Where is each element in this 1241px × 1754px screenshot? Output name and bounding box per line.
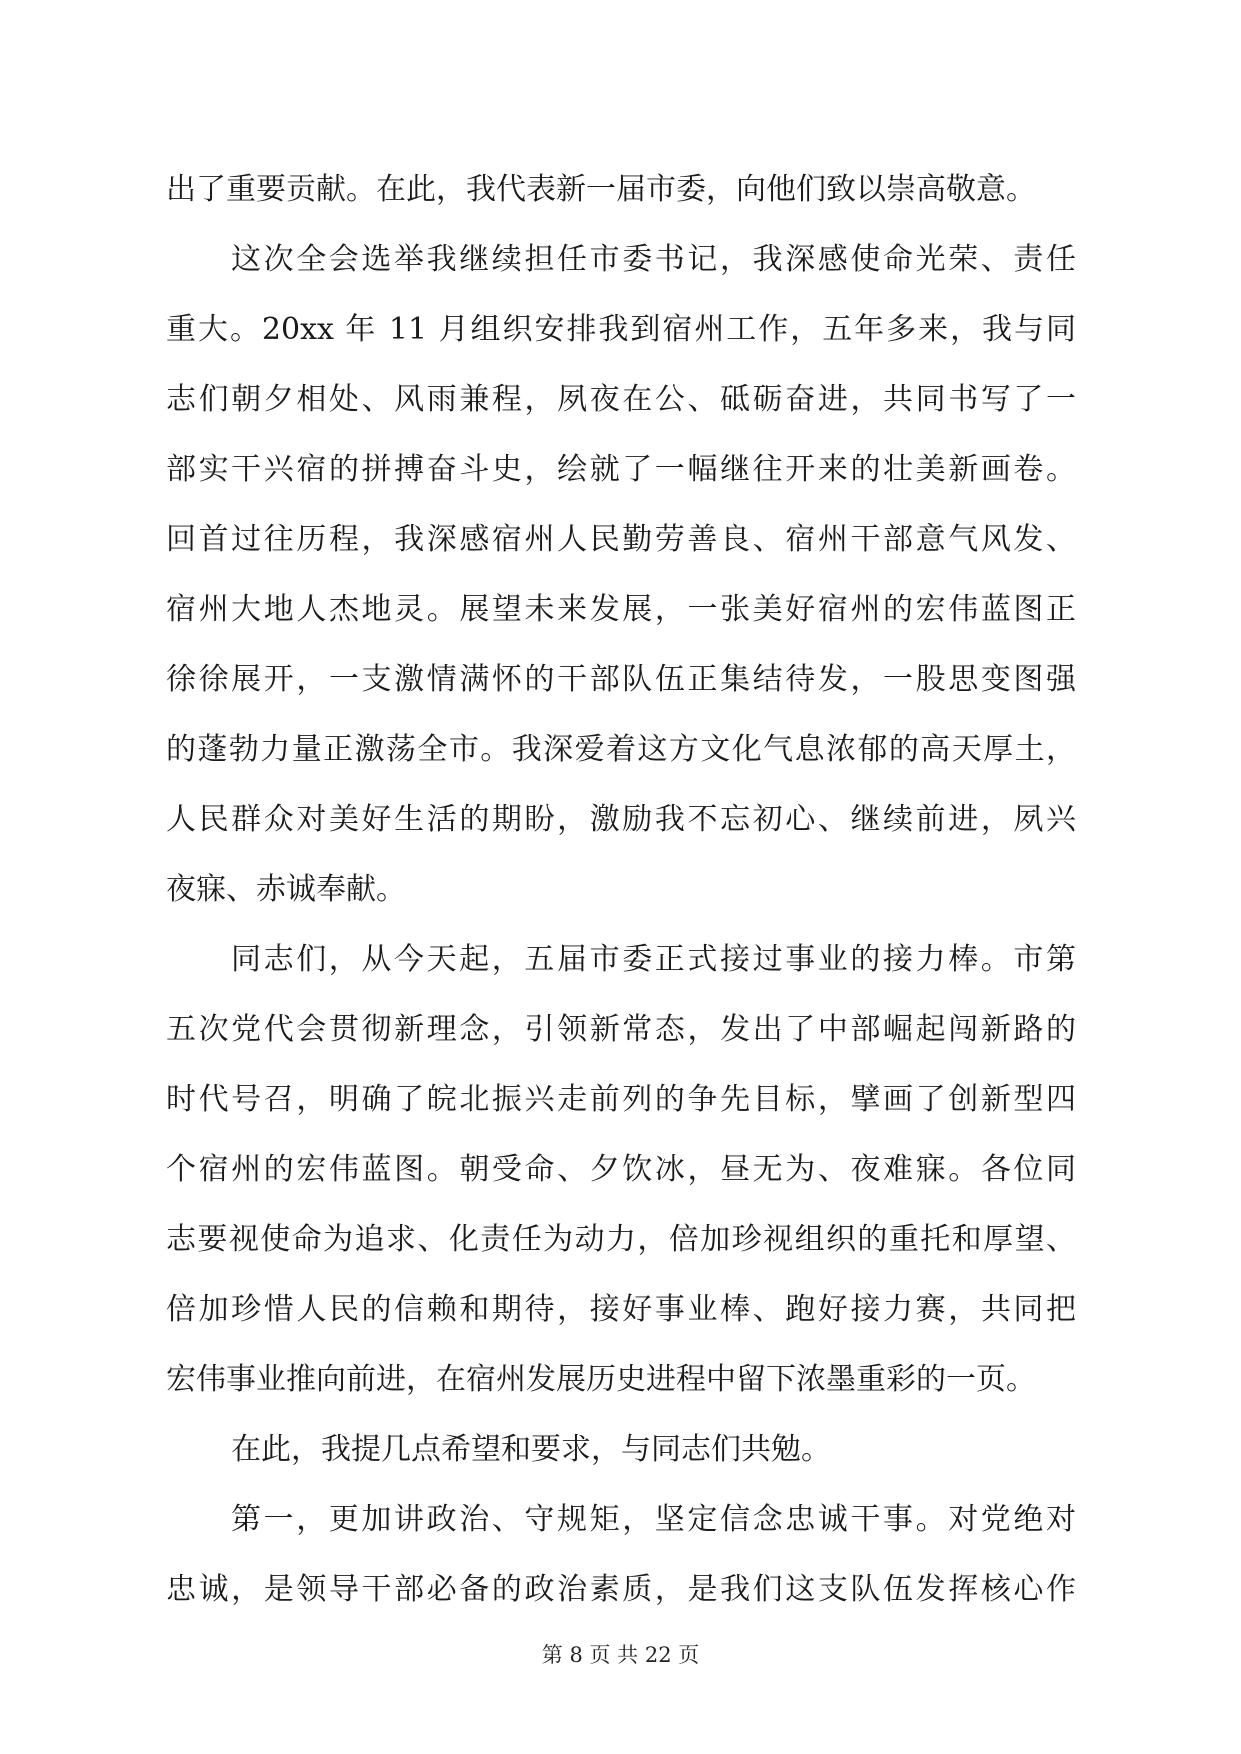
- paragraph-first-line: 这次全会选举我继续担任市委书记，我深感使命光荣、责任: [231, 242, 1076, 277]
- text-line: 个宿州的宏伟蓝图。朝受命、夕饮冰，昼无为、夜难寐。各位同: [166, 1152, 1076, 1187]
- paragraph-first-line: 同志们，从今天起，五届市委正式接过事业的接力棒。市第: [231, 942, 1076, 977]
- text-line: 志要视使命为追求、化责任为动力，倍加珍视组织的重托和厚望、: [166, 1222, 1076, 1257]
- text-line: 宏伟事业推向前进，在宿州发展历史进程中留下浓墨重彩的一页。: [166, 1362, 1036, 1397]
- text-line: 五次党代会贯彻新理念，引领新常态，发出了中部崛起闯新路的: [166, 1012, 1076, 1047]
- text-line: 志们朝夕相处、风雨兼程，夙夜在公、砥砺奋进，共同书写了一: [166, 382, 1076, 417]
- text-line: 出了重要贡献。在此，我代表新一届市委，向他们致以崇高敬意。: [166, 172, 1036, 207]
- text-line: 宿州大地人杰地灵。展望未来发展，一张美好宿州的宏伟蓝图正: [166, 592, 1076, 627]
- text-line: 时代号召，明确了皖北振兴走前列的争先目标，擘画了创新型四: [166, 1082, 1076, 1117]
- paragraph-first-line: 第一，更加讲政治、守规矩，坚定信念忠诚干事。对党绝对: [231, 1502, 1076, 1537]
- text-line: 的蓬勃力量正激荡全市。我深爱着这方文化气息浓郁的高天厚土，: [166, 732, 1076, 767]
- text-line: 徐徐展开，一支激情满怀的干部队伍正集结待发，一股思变图强: [166, 662, 1076, 697]
- text-line: 人民群众对美好生活的期盼，激励我不忘初心、继续前进，夙兴: [166, 802, 1076, 837]
- text-line: 重大。20xx 年 11 月组织安排我到宿州工作，五年多来，我与同: [166, 312, 1076, 347]
- text-line: 部实干兴宿的拼搏奋斗史，绘就了一幅继往开来的壮美新画卷。: [166, 452, 1076, 487]
- paragraph-first-line: 在此，我提几点希望和要求，与同志们共勉。: [231, 1432, 831, 1467]
- text-line: 夜寐、赤诚奉献。: [166, 872, 406, 907]
- text-line: 倍加珍惜人民的信赖和期待，接好事业棒、跑好接力赛，共同把: [166, 1292, 1076, 1327]
- page-number: 第 8 页 共 22 页: [541, 1643, 700, 1667]
- text-line: 回首过往历程，我深感宿州人民勤劳善良、宿州干部意气风发、: [166, 522, 1076, 557]
- text-line: 忠诚，是领导干部必备的政治素质，是我们这支队伍发挥核心作: [166, 1572, 1076, 1607]
